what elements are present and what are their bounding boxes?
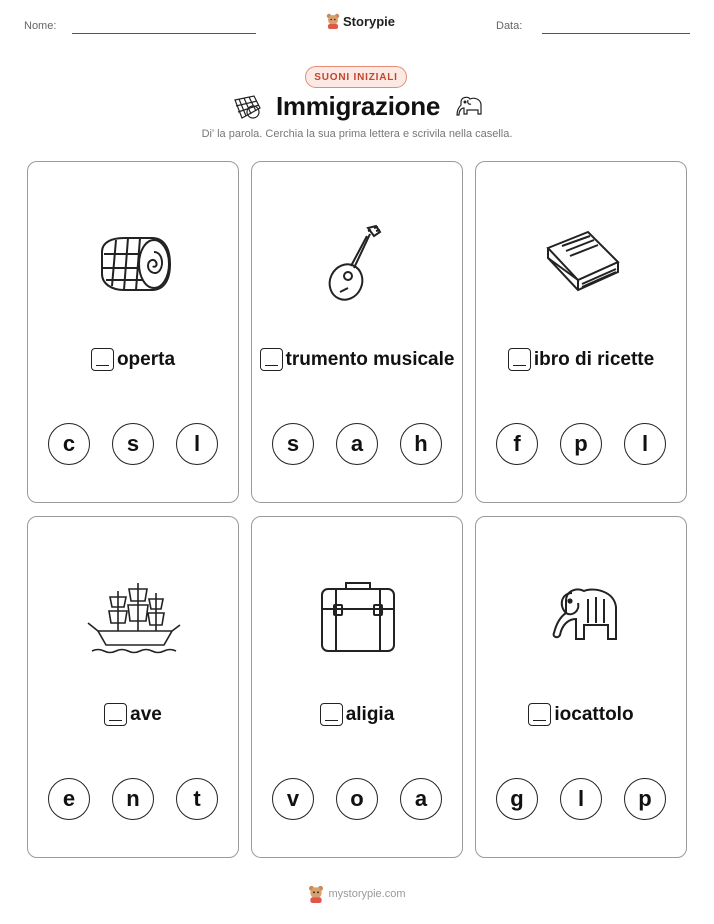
letter-option[interactable]: n (112, 778, 154, 820)
letter-options (28, 423, 238, 465)
answer-box[interactable] (104, 703, 127, 726)
word-row (28, 348, 238, 371)
partial-word: aligia (345, 703, 395, 725)
mandolin-icon (308, 224, 408, 304)
letter-option[interactable]: s (272, 423, 314, 465)
title-row (0, 91, 714, 122)
partial-word: ibro di ricette (533, 348, 655, 370)
letter-options (476, 778, 686, 820)
name-line[interactable] (72, 33, 256, 34)
letter-option[interactable]: v (272, 778, 314, 820)
exercise-card (251, 516, 463, 858)
letter-option[interactable]: s (112, 423, 154, 465)
exercise-card (27, 516, 239, 858)
letter-options (252, 778, 462, 820)
letter-option[interactable]: e (48, 778, 90, 820)
answer-box[interactable] (91, 348, 114, 371)
footer-url[interactable]: mystorypie.com (328, 888, 406, 900)
bear-mascot-icon (308, 885, 324, 903)
letter-option[interactable]: l (560, 778, 602, 820)
bear-mascot-icon (326, 13, 340, 29)
letter-option[interactable]: f (496, 423, 538, 465)
book-icon (532, 224, 632, 304)
word-row (476, 348, 686, 371)
suitcase-icon (308, 579, 408, 659)
letter-option[interactable]: a (400, 778, 442, 820)
toy-elephant-icon (532, 579, 632, 659)
word-row (28, 703, 238, 726)
date-label: Data: (496, 20, 523, 32)
partial-word: trumento musicale (285, 348, 455, 370)
answer-box[interactable] (260, 348, 283, 371)
exercise-card (251, 161, 463, 503)
category-badge: SUONI INIZIALI (305, 66, 407, 88)
answer-box[interactable] (508, 348, 531, 371)
letter-option[interactable]: l (176, 423, 218, 465)
page-title: Immigrazione (276, 91, 440, 121)
date-line[interactable] (542, 33, 690, 34)
letter-options (252, 423, 462, 465)
letter-option[interactable]: a (336, 423, 378, 465)
exercise-card (475, 516, 687, 858)
word-row (252, 348, 462, 371)
elephant-icon (454, 94, 484, 120)
word-row (476, 703, 686, 726)
brand-logo (326, 13, 395, 29)
word-row (252, 703, 462, 726)
letter-option[interactable]: o (336, 778, 378, 820)
blanket-roll-icon (230, 94, 262, 120)
ship-icon (84, 579, 184, 659)
partial-word: iocattolo (554, 703, 634, 725)
name-label: Nome: (24, 20, 57, 32)
partial-word: operta (116, 348, 176, 370)
exercise-card (27, 161, 239, 503)
letter-options (476, 423, 686, 465)
letter-option[interactable]: c (48, 423, 90, 465)
footer (0, 885, 714, 903)
blanket-icon (84, 224, 184, 304)
instructions: Di' la parola. Cerchia la sua prima lettera e scrivila nella casella. (201, 128, 513, 140)
letter-option[interactable]: h (400, 423, 442, 465)
letter-option[interactable]: p (560, 423, 602, 465)
letter-option[interactable]: p (624, 778, 666, 820)
brand-name: Storypie (343, 13, 396, 29)
letter-option[interactable]: g (496, 778, 538, 820)
letter-option[interactable]: l (624, 423, 666, 465)
letter-options (28, 778, 238, 820)
answer-box[interactable] (320, 703, 343, 726)
partial-word: ave (130, 703, 162, 725)
exercise-card (475, 161, 687, 503)
answer-box[interactable] (528, 703, 551, 726)
letter-option[interactable]: t (176, 778, 218, 820)
